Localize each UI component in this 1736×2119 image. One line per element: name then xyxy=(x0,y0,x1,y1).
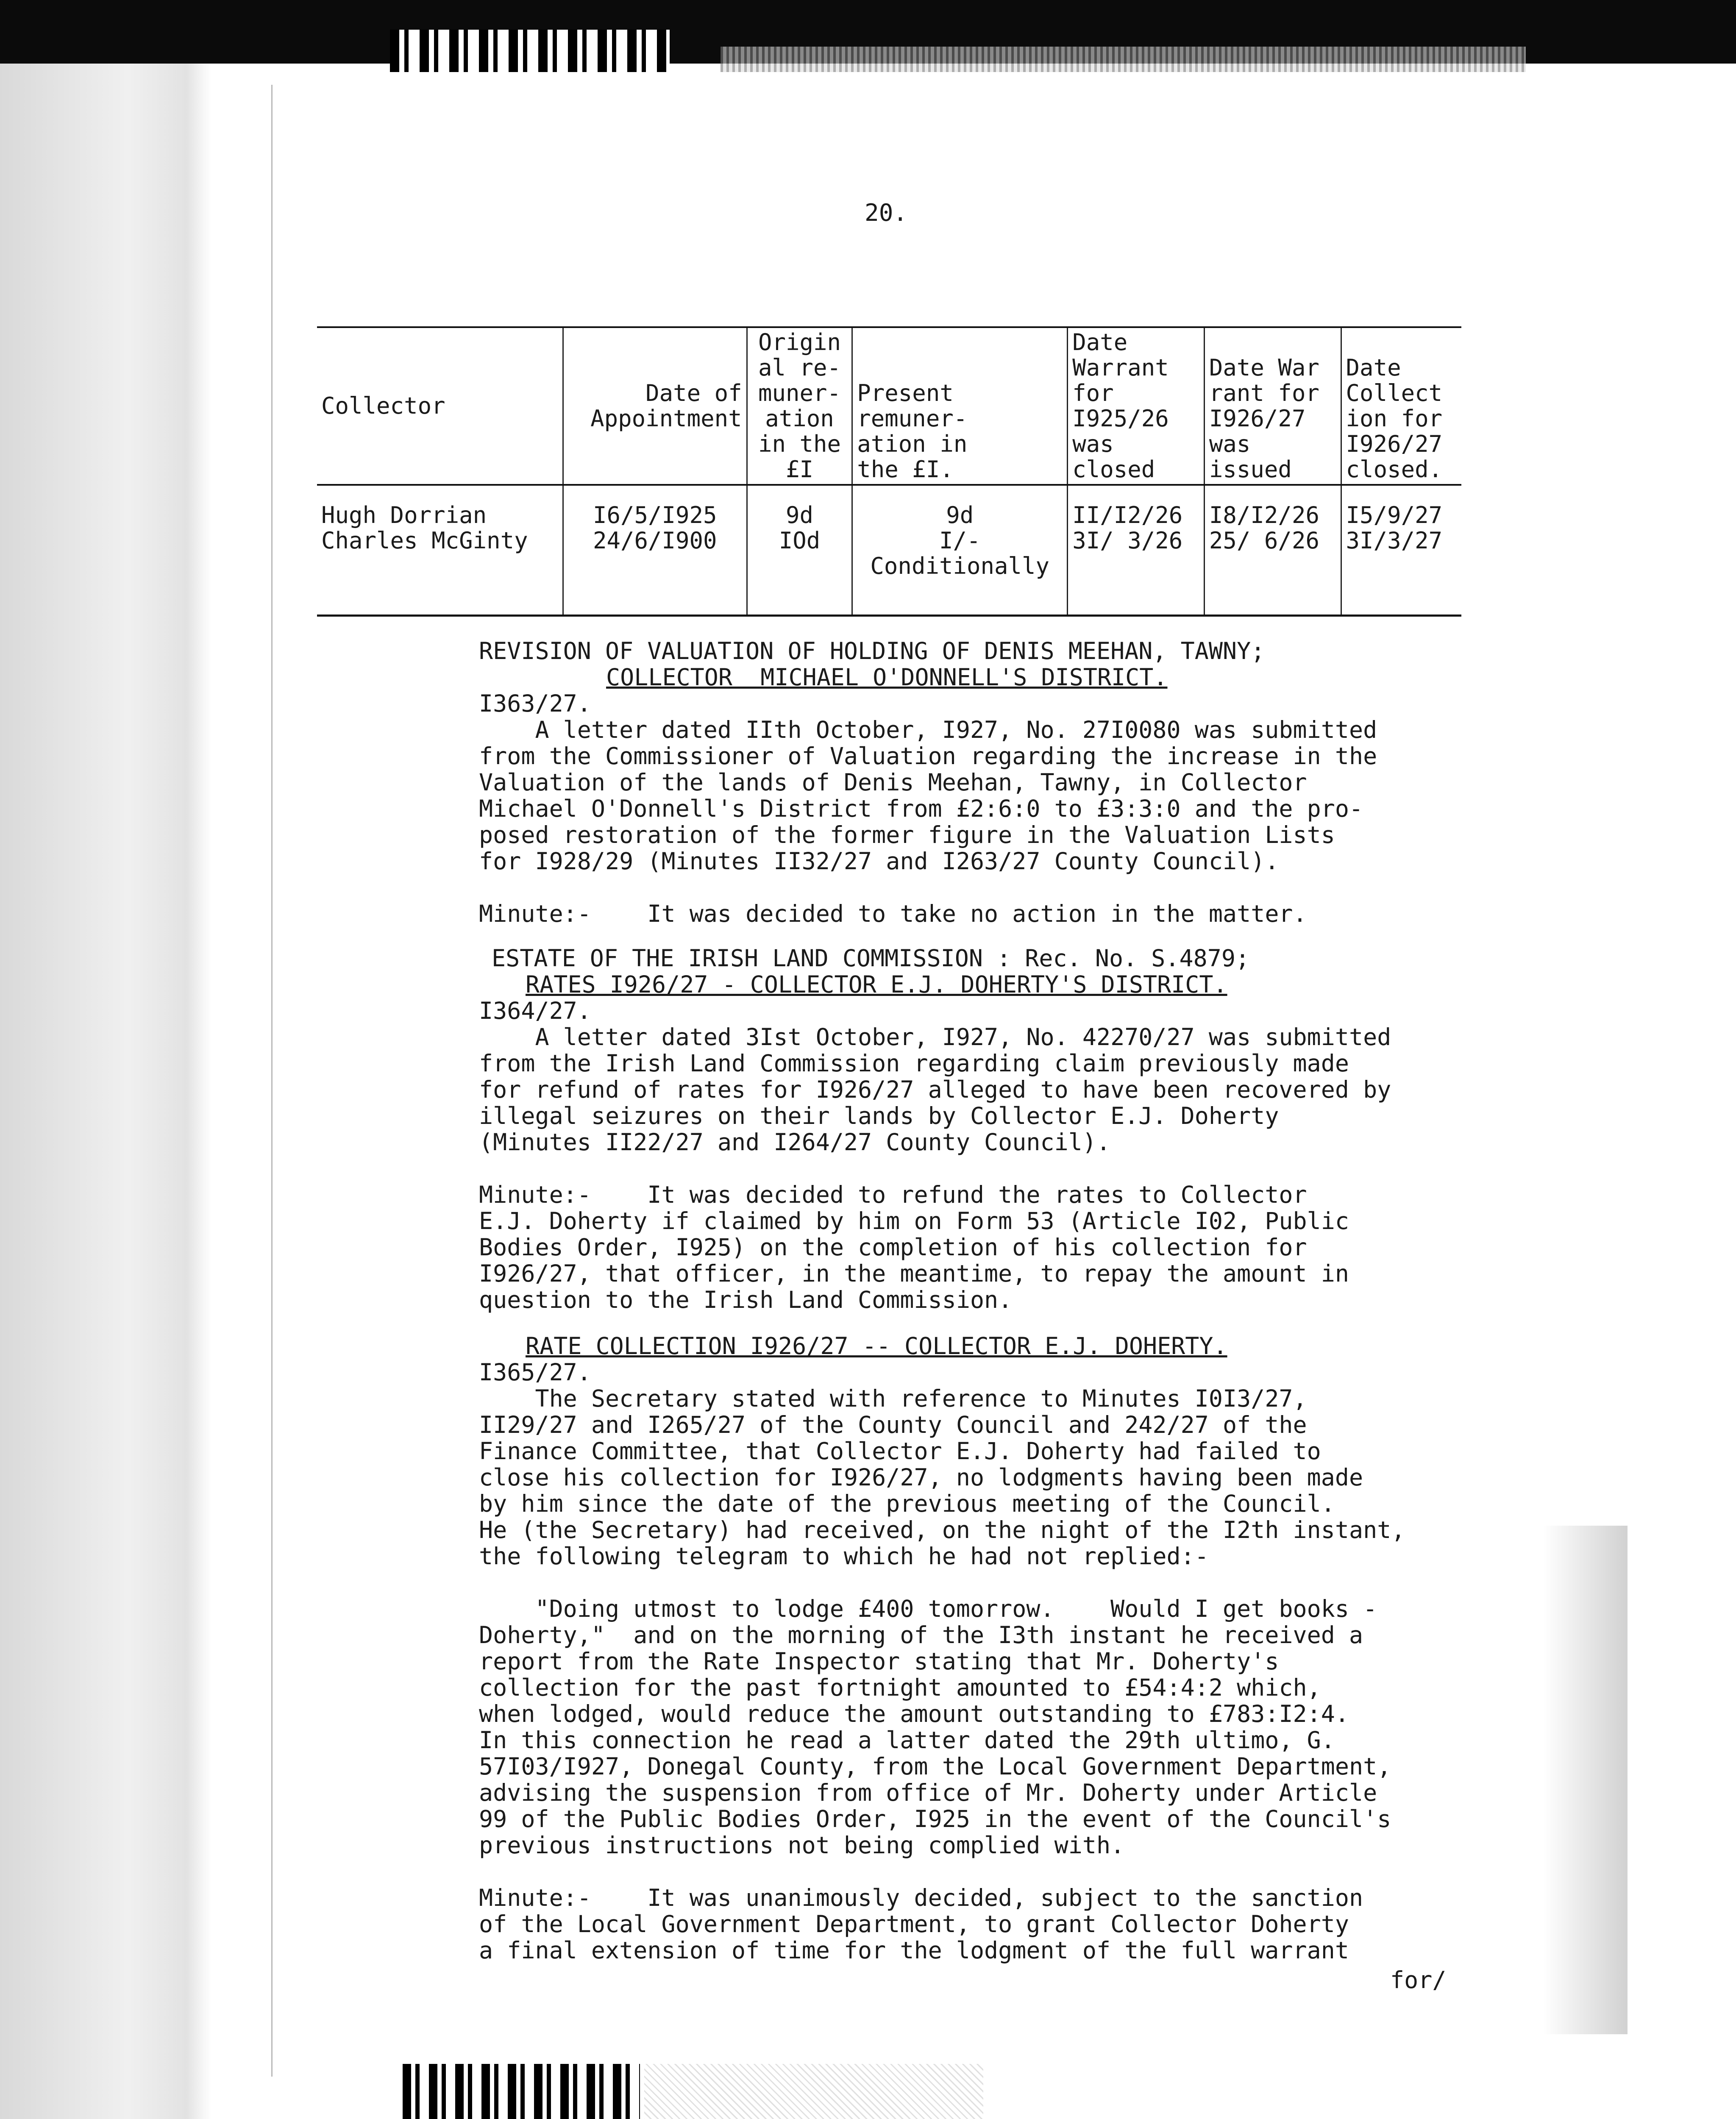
page-number: 20. xyxy=(865,199,908,227)
scan-barcode-top xyxy=(390,30,670,72)
section-body: The Secretary stated with reference to Minutes I0I3/27, II29/27 and I265/27 of the County Council and 242/27 of the Finance Committee, that Collector E.J. Doherty had failed to close his collection for I926/27, no lodgments having been made by him since the date of the previous meeting of the Council. He (the Secretary) had received, on the night of the I2th instant, the following telegram to which he had not replied:- xyxy=(479,1385,1405,1570)
header-collector: Collector xyxy=(317,327,563,485)
continuation-marker: for/ xyxy=(1390,1966,1447,1994)
section-subheading: RATES I926/27 - COLLECTOR E.J. DOHERTY'S DISTRICT. xyxy=(526,971,1227,998)
header-warrant-closed: Date Warrant for I925/26 was closed xyxy=(1068,327,1205,485)
minute-text: Minute:- It was decided to refund the rates to Collector E.J. Doherty if claimed by him on Form 53 (Article I02, Public Bodies Order, I925) on the completion of his collection for I926/27, that officer, in the meantime, to repay the amount in question to the Irish Land Commission. xyxy=(479,1181,1349,1313)
header-original-remuneration: Origin al re- muner- ation in the £I xyxy=(747,327,852,485)
page-edge-line xyxy=(271,85,273,2077)
minute-text: Minute:- It was unanimously decided, subject to the sanction of the Local Government Department, to grant Collector Doherty a final extension of time for the lodgment of the full warrant xyxy=(479,1884,1363,1964)
section-subheading: COLLECTOR MICHAEL O'DONNELL'S DISTRICT. xyxy=(606,664,1168,691)
scan-bottom-noise xyxy=(644,2064,983,2119)
cell-warrant-closed: II/I2/26 3I/ 3/26 xyxy=(1068,485,1205,616)
section-heading: REVISION OF VALUATION OF HOLDING OF DENIS MEEHAN, TAWNY; xyxy=(479,637,1265,665)
section-body: A letter dated 3Ist October, I927, No. 42270/27 was submitted from the Irish Land Commission regarding claim previously made for refund of rates for I926/27 alleged to have been recovered by illegal seizures on their lands by Collector E.J. Doherty (Minutes II22/27 and I264/27 County Council). xyxy=(479,1023,1391,1156)
section-heading: RATE COLLECTION I926/27 -- COLLECTOR E.J. DOHERTY. xyxy=(526,1332,1227,1360)
minute-reference: I365/27. xyxy=(479,1359,591,1386)
section-rate-collection xyxy=(479,1333,1509,1963)
cell-warrant-issued: I8/I2/26 25/ 6/26 xyxy=(1204,485,1341,616)
scan-right-shadow xyxy=(1543,1526,1628,2034)
section-valuation-revision xyxy=(479,638,1509,927)
cell-present: 9d I/- Conditionally xyxy=(852,485,1068,616)
header-collection-closed: Date Collect ion for I926/27 closed. xyxy=(1341,327,1461,485)
table-header-row xyxy=(317,327,1461,485)
scan-barcode-bottom xyxy=(403,2064,640,2119)
scan-binding-shadow xyxy=(127,0,212,2119)
minute-reference: I363/27. xyxy=(479,690,591,717)
telegram-quote: "Doing utmost to lodge £400 tomorrow. Would I get books - Doherty," and on the morning of the I3th instant he received a report from the Rate Inspector stating that Mr. Doherty's collection for the past fortnight amounted to £54:4:2 which, when lodged, would reduce the amount outstanding to £783:I2:4. In this connection he read a latter dated the 29th ultimo, G. 57I03/I927, Donegal County, from the Local Government Department, advising the suspension from office of Mr. Doherty under Article 99 of the Public Bodies Order, I925 in the event of the Council's previous instructions not being complied with. xyxy=(479,1595,1391,1859)
header-date-appointment: Date of Appointment xyxy=(563,327,747,485)
cell-collection-closed: I5/9/27 3I/3/27 xyxy=(1341,485,1461,616)
collector-table xyxy=(317,326,1461,617)
section-heading: ESTATE OF THE IRISH LAND COMMISSION : Rec. No. S.4879; xyxy=(492,945,1250,972)
minute-text: Minute:- It was decided to take no action in the matter. xyxy=(479,900,1307,927)
cell-appointment: I6/5/I925 24/6/I900 xyxy=(563,485,747,616)
scan-top-noise xyxy=(721,47,1526,72)
section-body: A letter dated IIth October, I927, No. 27I0080 was submitted from the Commissioner of Valuation regarding the increase in the Valuation of the lands of Denis Meehan, Tawny, in Collector Michael O'Donnell's District from £2:6:0 to £3:3:0 and the pro- posed restoration of the former figure in the Valuation Lists for I928/29 (Minutes II32/27 and I263/27 County Council). xyxy=(479,716,1377,875)
cell-collector: Hugh Dorrian Charles McGinty xyxy=(317,485,563,616)
section-land-commission xyxy=(479,945,1509,1313)
minute-reference: I364/27. xyxy=(479,997,591,1024)
cell-original: 9d IOd xyxy=(747,485,852,616)
table-row xyxy=(317,485,1461,616)
header-present-remuneration: Present remuner- ation in the £I. xyxy=(852,327,1068,485)
header-warrant-issued: Date War rant for I926/27 was issued xyxy=(1204,327,1341,485)
